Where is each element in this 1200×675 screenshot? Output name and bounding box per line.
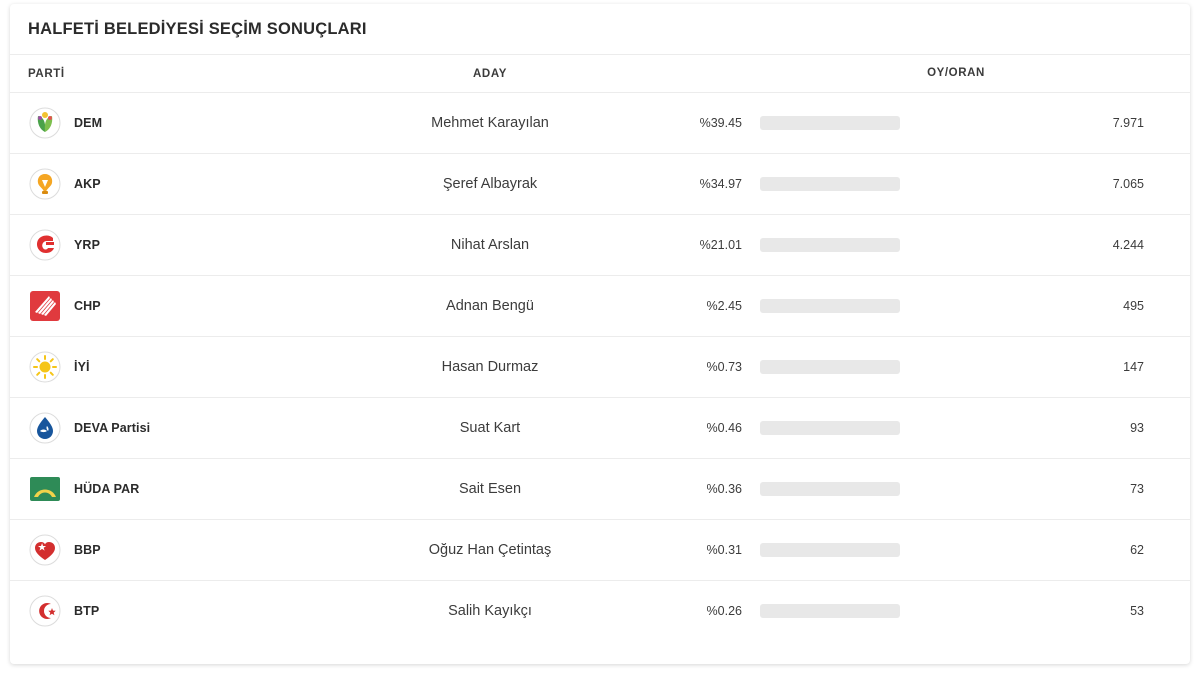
table-row[interactable] [10, 154, 1190, 215]
vote-count: 4.244 [1112, 237, 1144, 252]
votes-cell [652, 177, 1172, 191]
column-header-party: PARTİ [28, 68, 65, 81]
party-name: DEM [74, 115, 103, 130]
election-results-card [10, 4, 1190, 664]
iyi-logo-icon [28, 350, 62, 384]
akp-logo-icon [28, 167, 62, 201]
candidate-cell [328, 175, 652, 193]
candidate-name: Salih Kayıkçı [448, 603, 532, 620]
candidate-cell [328, 602, 652, 620]
vote-bar-track [760, 238, 900, 252]
vote-bar-track [760, 360, 900, 374]
vote-count: 62 [1130, 542, 1144, 557]
bbp-logo-icon [28, 533, 62, 567]
candidate-cell [328, 541, 652, 559]
party-cell [28, 167, 328, 201]
column-header-votes-wrap [652, 67, 1172, 79]
candidate-name: Sait Esen [458, 480, 522, 497]
party-name: BTP [74, 604, 100, 619]
candidate-name: Şeref Albayrak [442, 175, 538, 192]
vote-bar-track [760, 116, 900, 130]
deva-logo-icon [28, 411, 62, 445]
party-name: DEVA Partisi [74, 420, 151, 435]
candidate-cell [328, 236, 652, 254]
votes-cell [652, 543, 1172, 557]
vote-percent: %34.97 [699, 176, 742, 191]
candidate-name: Hasan Durmaz [441, 358, 539, 375]
vote-count: 93 [1130, 420, 1144, 435]
votes-cell [652, 299, 1172, 313]
vote-bar-track [760, 604, 900, 618]
candidate-cell [328, 419, 652, 437]
votes-cell [652, 360, 1172, 374]
votes-cell [652, 482, 1172, 496]
vote-bar-track [760, 543, 900, 557]
hudapar-logo-icon [28, 472, 62, 506]
column-header-candidate-wrap [328, 64, 652, 82]
vote-bar-track [760, 482, 900, 496]
column-header-votes: OY/ORAN [927, 67, 985, 80]
vote-percent: %0.36 [706, 481, 742, 496]
party-cell [28, 289, 328, 323]
vote-bar-track [760, 421, 900, 435]
table-row[interactable] [10, 459, 1190, 520]
party-cell [28, 594, 328, 628]
table-row[interactable] [10, 93, 1190, 154]
party-cell [28, 106, 328, 140]
vote-percent: %0.73 [706, 359, 742, 374]
votes-cell [652, 238, 1172, 252]
vote-count: 7.065 [1112, 176, 1144, 191]
vote-percent: %0.26 [706, 604, 742, 619]
table-row[interactable] [10, 215, 1190, 276]
btp-logo-icon [28, 594, 62, 628]
chp-logo-icon [28, 289, 62, 323]
table-row[interactable] [10, 398, 1190, 459]
column-header-party-wrap [28, 64, 328, 82]
candidate-name: Nihat Arslan [450, 236, 530, 253]
vote-percent: %0.46 [706, 420, 742, 435]
candidate-cell [328, 114, 652, 132]
vote-count: 73 [1130, 481, 1144, 496]
party-name: HÜDA PAR [74, 481, 140, 496]
votes-cell [652, 116, 1172, 130]
party-cell [28, 472, 328, 506]
party-cell [28, 533, 328, 567]
party-cell [28, 350, 328, 384]
vote-percent: %2.45 [706, 298, 742, 313]
candidate-name: Adnan Bengü [446, 297, 534, 314]
table-row[interactable] [10, 276, 1190, 337]
party-name: YRP [74, 237, 101, 252]
vote-count: 495 [1123, 298, 1144, 313]
vote-percent: %21.01 [699, 237, 742, 252]
vote-bar-track [760, 177, 900, 191]
vote-count: 7.971 [1112, 115, 1144, 130]
table-header-row [10, 55, 1190, 93]
candidate-cell [328, 297, 652, 315]
party-name: AKP [74, 176, 101, 191]
party-name: BBP [74, 542, 101, 557]
candidate-cell [328, 480, 652, 498]
candidate-name: Mehmet Karayılan [431, 114, 549, 131]
vote-percent: %0.31 [706, 542, 742, 557]
column-header-candidate: ADAY [473, 68, 507, 81]
candidate-name: Oğuz Han Çetintaş [428, 541, 552, 558]
table-row[interactable] [10, 337, 1190, 398]
votes-cell [652, 604, 1172, 618]
table-row[interactable] [10, 520, 1190, 581]
candidate-cell [328, 358, 652, 376]
vote-percent: %39.45 [699, 115, 742, 130]
party-name: CHP [74, 298, 101, 313]
vote-count: 147 [1123, 359, 1144, 374]
vote-count: 53 [1130, 604, 1144, 619]
vote-bar-track [760, 299, 900, 313]
dem-logo-icon [28, 106, 62, 140]
page-title: HALFETİ BELEDİYESİ SEÇİM SONUÇLARI [10, 4, 1190, 55]
votes-cell [652, 421, 1172, 435]
party-cell [28, 228, 328, 262]
party-name: İYİ [74, 359, 90, 374]
yrp-logo-icon [28, 228, 62, 262]
candidate-name: Suat Kart [459, 419, 521, 436]
table-row[interactable] [10, 581, 1190, 642]
party-cell [28, 411, 328, 445]
